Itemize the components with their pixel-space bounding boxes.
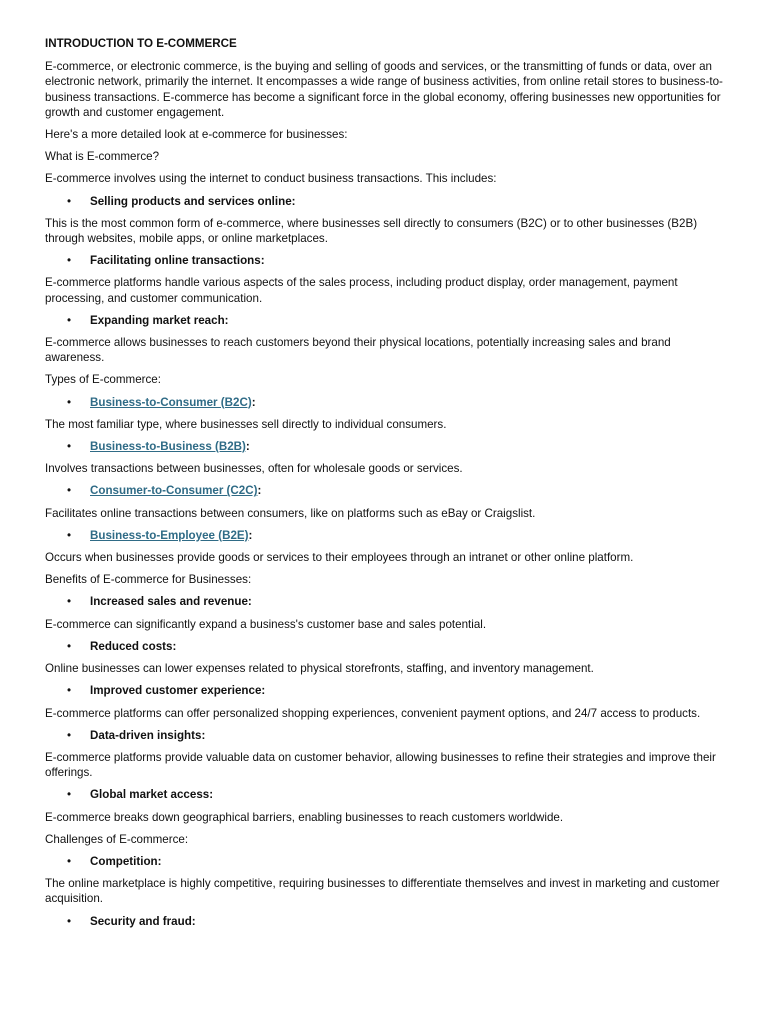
list-item-label: Security and fraud: <box>90 914 196 928</box>
bullet-icon: • <box>67 395 72 409</box>
bullet-icon: • <box>67 854 72 868</box>
bullet-icon: • <box>67 639 72 653</box>
link-b2c[interactable]: Business-to-Consumer (B2C) <box>90 395 252 409</box>
list-item-description: The online marketplace is highly competitive, requiring businesses to differentiate themselves and invest in marketing and customer acquisition. <box>45 877 720 906</box>
list-item-description: E-commerce platforms can offer personalized shopping experiences, convenient payment options, and 24/7 access to products. <box>45 706 701 720</box>
label-colon: : <box>245 440 250 454</box>
list-item <box>45 528 725 543</box>
list-item-description: E-commerce allows businesses to reach customers beyond their physical locations, potentially increasing sales and brand awareness. <box>45 336 671 365</box>
list-item <box>45 253 725 268</box>
section-heading-challenges: Challenges of E-commerce: <box>45 832 189 846</box>
link-c2c[interactable]: Consumer-to-Consumer (C2C) <box>90 484 258 498</box>
bullet-icon: • <box>67 788 72 802</box>
page-title: INTRODUCTION TO E-COMMERCE <box>45 37 237 50</box>
bullet-icon: • <box>67 684 72 698</box>
list-item-description: The most familiar type, where businesses sell directly to individual consumers. <box>45 417 447 431</box>
list-item-label: Data-driven insights: <box>90 728 206 742</box>
lead-paragraph: Here's a more detailed look at e-commerce for businesses: <box>45 128 348 142</box>
list-item <box>45 439 725 454</box>
list-item-label: Selling products and services online: <box>90 194 296 208</box>
list-item-label: Competition: <box>90 854 162 868</box>
bullet-icon: • <box>67 194 72 208</box>
list-item-description: E-commerce platforms provide valuable data on customer behavior, allowing businesses to refine their strategies and improve their offerings. <box>45 750 716 780</box>
list-item-description: E-commerce breaks down geographical barriers, enabling businesses to reach customers worldwide. <box>45 810 564 824</box>
list-item-label: Improved customer experience: <box>90 684 266 698</box>
list-item-description: Facilitates online transactions between consumers, like on platforms such as eBay or Craigslist. <box>45 506 536 520</box>
bullet-icon: • <box>67 254 72 268</box>
section-heading-what: What is E-commerce? <box>45 150 160 164</box>
list-item-label: Reduced costs: <box>90 639 177 653</box>
section-heading-benefits: Benefits of E-commerce for Businesses: <box>45 573 252 587</box>
bullet-icon: • <box>67 484 72 498</box>
list-item-label: Facilitating online transactions: <box>90 254 265 268</box>
section-heading-types: Types of E-commerce: <box>45 373 161 387</box>
list-item <box>45 194 725 209</box>
list-item-description: Involves transactions between businesses, often for wholesale goods or services. <box>45 462 463 476</box>
bullet-icon: • <box>67 595 72 609</box>
bullet-icon: • <box>67 528 72 542</box>
list-item <box>45 854 725 869</box>
link-b2b[interactable]: Business-to-Business (B2B) <box>90 440 246 454</box>
link-b2e[interactable]: Business-to-Employee (B2E) <box>90 528 249 542</box>
list-item-description: E-commerce platforms handle various aspects of the sales process, including product display, order management, payment processing, and customer communication. <box>45 276 678 305</box>
list-item-description: E-commerce can significantly expand a business's customer base and sales potential. <box>45 617 487 631</box>
list-item-description: Online businesses can lower expenses related to physical storefronts, staffing, and inventory management. <box>45 662 594 676</box>
list-item-label: Expanding market reach: <box>90 313 229 327</box>
list-item <box>45 483 725 498</box>
list-item-label: Increased sales and revenue: <box>90 595 252 609</box>
what-intro-paragraph: E-commerce involves using the internet to conduct business transactions. This includes: <box>45 172 497 186</box>
list-item <box>45 787 725 802</box>
bullet-icon: • <box>67 440 72 454</box>
list-item-description: This is the most common form of e-commerce, where businesses sell directly to consumers (B2C) or to other businesses (B2B) through websites, mobile apps, or online marketplaces. <box>45 216 698 246</box>
list-item <box>45 914 725 929</box>
label-colon: : <box>251 395 256 409</box>
document-content <box>45 36 725 936</box>
list-item-description: Occurs when businesses provide goods or services to their employees through an intranet or other online platform. <box>45 551 634 565</box>
label-colon: : <box>248 528 253 542</box>
list-item <box>45 728 725 743</box>
list-item <box>45 594 725 609</box>
list-item <box>45 313 725 328</box>
bullet-icon: • <box>67 313 72 327</box>
list-item <box>45 639 725 654</box>
list-item <box>45 683 725 698</box>
label-colon: : <box>257 484 262 498</box>
bullet-icon: • <box>67 728 72 742</box>
bullet-icon: • <box>67 914 72 928</box>
list-item-label: Global market access: <box>90 788 214 802</box>
intro-paragraph: E-commerce, or electronic commerce, is the buying and selling of goods and services, or the transmitting of funds or data, over an electronic network, primarily the internet. It encompasses a wide range of business activities, from online retail stores to business-to-business transactions. E-commerce has become a significant force in the global economy, offering businesses new opportunities for growth and customer engagement. <box>45 60 723 119</box>
list-item <box>45 395 725 410</box>
